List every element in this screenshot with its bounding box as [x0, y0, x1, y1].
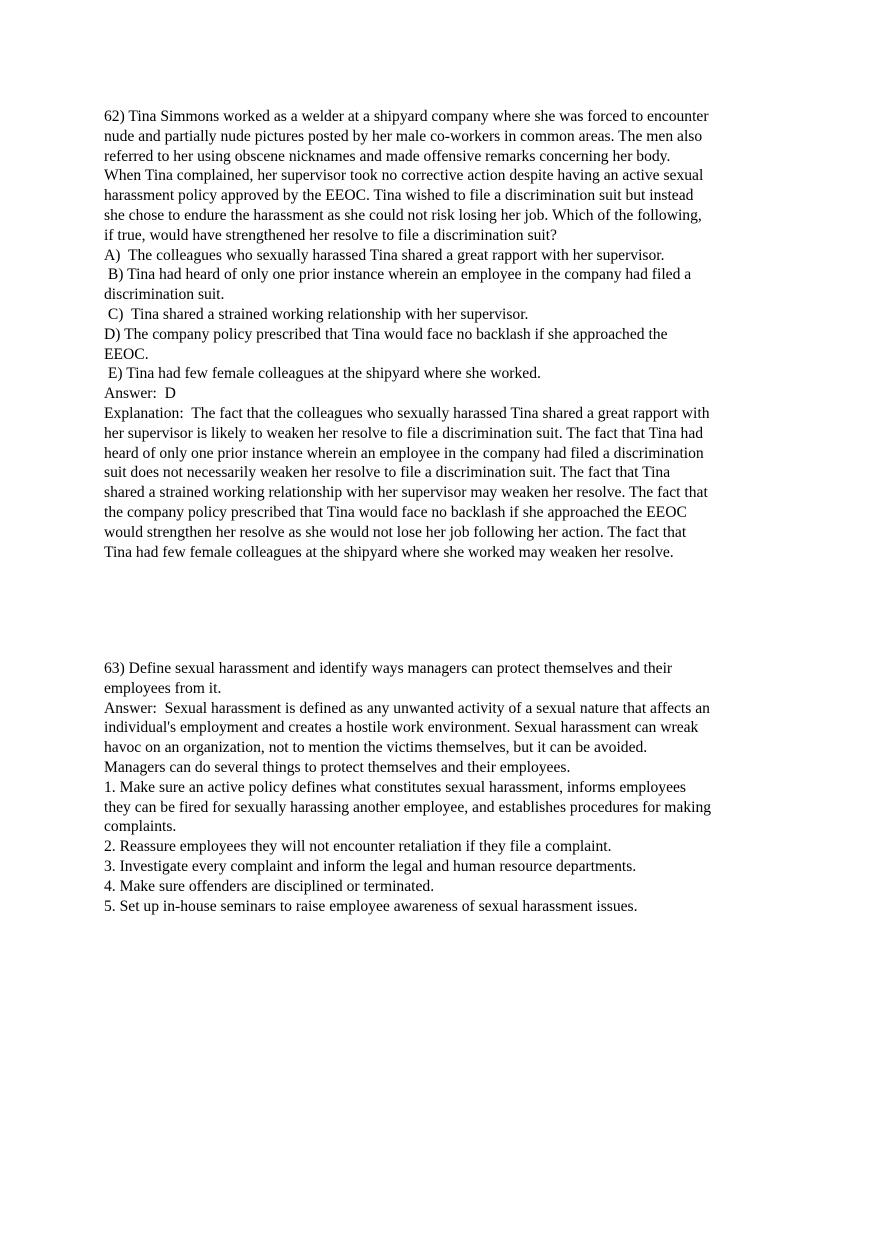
- question-62-stem-line-2: nude and partially nude pictures posted by her male co-workers in common areas. The men also: [104, 127, 703, 145]
- question-62-explanation-line-3: heard of only one prior instance wherein an employee in the company had filed a discrimination: [104, 444, 704, 462]
- question-63-list-item-2: 2. Reassure employees they will not encounter retaliation if they file a complaint.: [104, 838, 612, 856]
- question-63-list-item-3: 3. Investigate every complaint and inform the legal and human resource departments.: [104, 857, 637, 875]
- question-62-option-a: A) The colleagues who sexually harassed Tina shared a great rapport with her supervisor.: [104, 246, 665, 264]
- question-62-explanation-line-8: Tina had few female colleagues at the shipyard where she worked may weaken her resolve.: [104, 543, 674, 561]
- question-62-explanation-line-5: shared a strained working relationship with her supervisor may weaken her resolve. The fact that: [104, 484, 708, 502]
- question-62-option-b-cont: discrimination suit.: [104, 286, 225, 304]
- question-63-list-item-5: 5. Set up in-house seminars to raise employee awareness of sexual harassment issues.: [104, 897, 638, 915]
- question-62-option-e: E) Tina had few female colleagues at the shipyard where she worked.: [104, 365, 541, 383]
- question-63-list-item-1: 1. Make sure an active policy defines what constitutes sexual harassment, informs employees: [104, 778, 687, 796]
- question-63-list-item-1-cont: they can be fired for sexually harassing another employee, and establishes procedures for making: [104, 798, 712, 816]
- question-62-stem-line-7: if true, would have strengthened her resolve to file a discrimination suit?: [104, 226, 557, 244]
- question-63: [104, 659, 784, 916]
- question-62-option-c: C) Tina shared a strained working relationship with her supervisor.: [104, 305, 529, 323]
- question-63-answer-line-1: Answer: Sexual harassment is defined as any unwanted activity of a sexual nature that affects an: [104, 699, 710, 717]
- question-62-explanation-line-2: her supervisor is likely to weaken her resolve to file a discrimination suit. The fact that Tina had: [104, 424, 704, 442]
- question-62-explanation-line-6: the company policy prescribed that Tina would face no backlash if she approached the EEOC: [104, 503, 687, 521]
- question-63-answer-line-4: Managers can do several things to protect themselves and their employees.: [104, 758, 571, 776]
- question-63-list-item-4: 4. Make sure offenders are disciplined or terminated.: [104, 877, 435, 895]
- question-62-explanation-line-4: suit does not necessarily weaken her resolve to file a discrimination suit. The fact that Tina: [104, 464, 671, 482]
- question-62-answer: Answer: D: [104, 385, 176, 403]
- question-62-stem-line-4: When Tina complained, her supervisor took no corrective action despite having an active sexual: [104, 167, 704, 185]
- question-63-stem-line-1: 63) Define sexual harassment and identify ways managers can protect themselves and their: [104, 660, 673, 677]
- question-62-stem-line-3: referred to her using obscene nicknames and made offensive remarks concerning her body.: [104, 147, 671, 165]
- question-62-option-d: D) The company policy prescribed that Tina would face no backlash if she approached the: [104, 325, 668, 343]
- question-63-list-item-1-cont-2: complaints.: [104, 818, 177, 836]
- question-62-explanation-line-7: would strengthen her resolve as she would not lose her job following her action. The fact that: [104, 523, 687, 541]
- question-62-option-b: B) Tina had heard of only one prior instance wherein an employee in the company had filed a: [104, 266, 692, 284]
- question-63-answer-line-2: individual's employment and creates a hostile work environment. Sexual harassment can wreak: [104, 719, 699, 737]
- question-63-answer-line-3: havoc on an organization, not to mention the victims themselves, but it can be avoided.: [104, 739, 648, 757]
- question-62-stem-line-1: 62) Tina Simmons worked as a welder at a shipyard company where she was forced to encounter: [104, 108, 709, 125]
- question-62: [104, 107, 784, 562]
- question-63-stem-line-2: employees from it.: [104, 679, 222, 697]
- question-62-option-d-cont: EEOC.: [104, 345, 149, 363]
- question-62-explanation-line-1: Explanation: The fact that the colleagues who sexually harassed Tina shared a great rapport with: [104, 404, 710, 422]
- question-62-stem-line-6: she chose to endure the harassment as she could not risk losing her job. Which of the following,: [104, 206, 702, 224]
- question-62-stem-line-5: harassment policy approved by the EEOC. Tina wished to file a discrimination suit but instead: [104, 187, 694, 205]
